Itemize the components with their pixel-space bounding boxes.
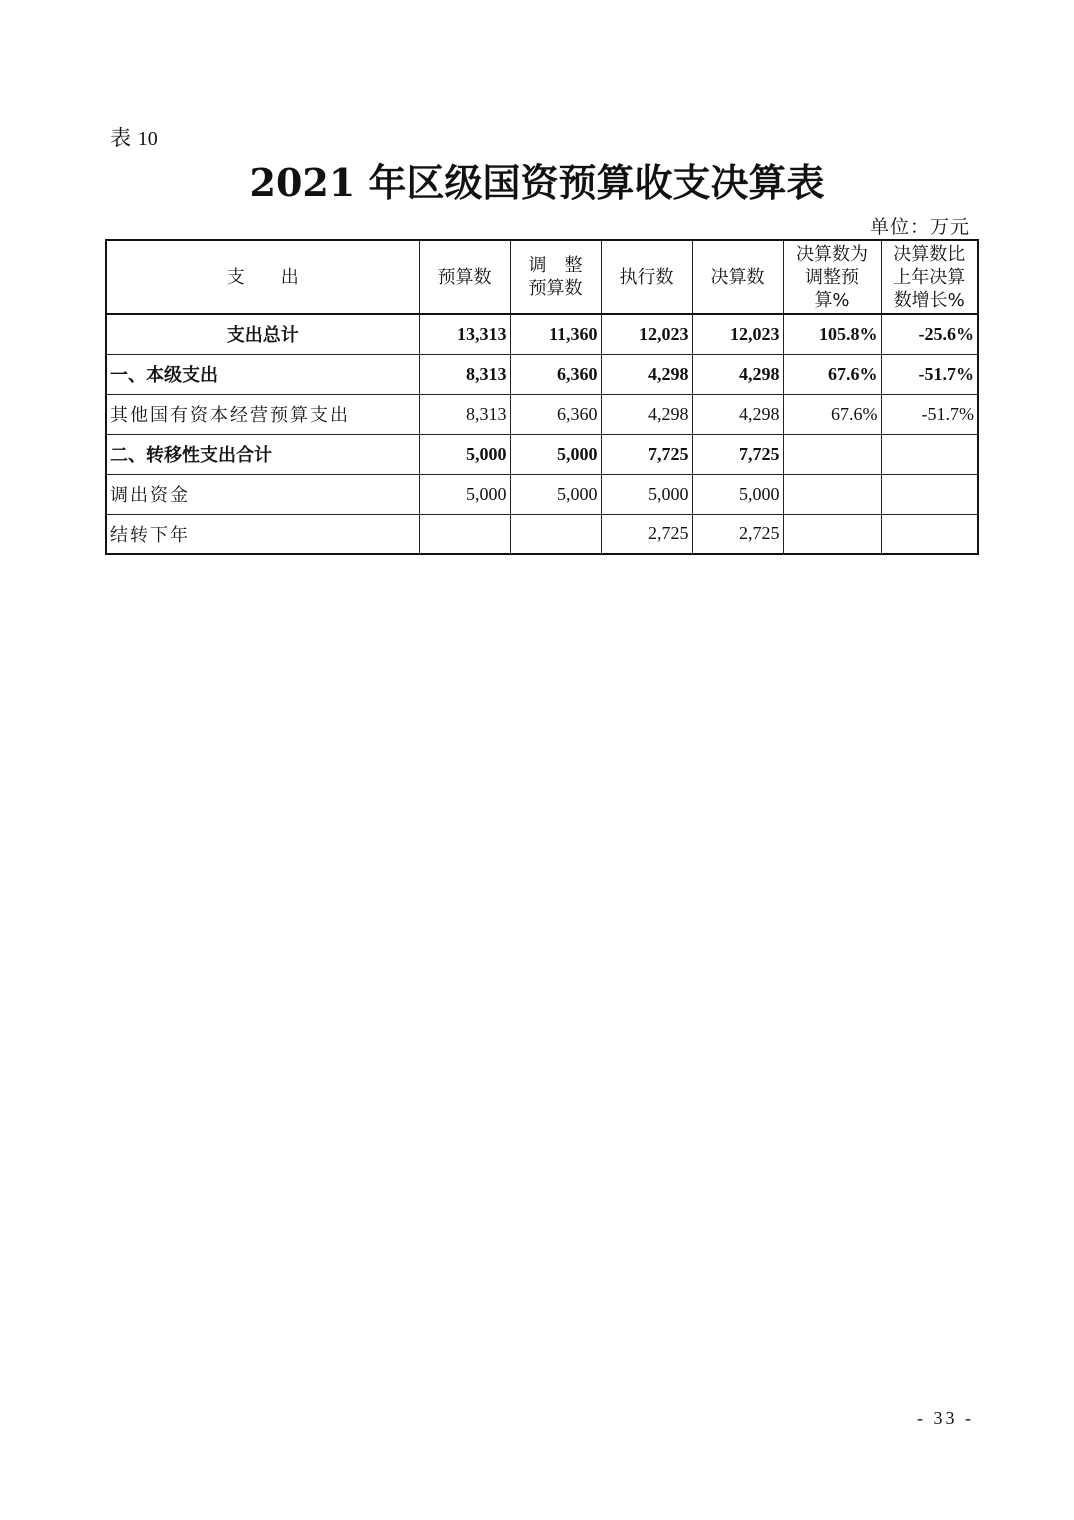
header-adjusted-budget: 调 整 预算数 — [510, 240, 601, 314]
row-name: 其他国有资本经营预算支出 — [106, 394, 419, 434]
cell-executed: 2,725 — [601, 514, 692, 554]
cell-adjusted: 6,360 — [510, 354, 601, 394]
cell-adjusted: 5,000 — [510, 434, 601, 474]
cell-ratio: 67.6% — [783, 394, 881, 434]
cell-executed: 4,298 — [601, 354, 692, 394]
header-final: 决算数 — [692, 240, 783, 314]
table-header-row — [106, 240, 978, 314]
cell-ratio — [783, 474, 881, 514]
row-name: 二、转移性支出合计 — [106, 434, 419, 474]
cell-growth: -51.7% — [881, 354, 978, 394]
cell-budget — [419, 514, 510, 554]
cell-executed: 4,298 — [601, 394, 692, 434]
table-label-number: 10 — [137, 128, 158, 150]
cell-final: 5,000 — [692, 474, 783, 514]
table-number-label — [110, 122, 158, 152]
cell-growth — [881, 434, 978, 474]
cell-budget: 8,313 — [419, 354, 510, 394]
cell-adjusted — [510, 514, 601, 554]
cell-growth: -51.7% — [881, 394, 978, 434]
cell-growth — [881, 514, 978, 554]
header-budget: 预算数 — [419, 240, 510, 314]
cell-executed: 12,023 — [601, 314, 692, 354]
cell-final: 4,298 — [692, 394, 783, 434]
row-name: 支出总计 — [106, 314, 419, 354]
cell-growth — [881, 474, 978, 514]
cell-adjusted: 6,360 — [510, 394, 601, 434]
row-name: 结转下年 — [106, 514, 419, 554]
cell-ratio — [783, 434, 881, 474]
cell-budget: 5,000 — [419, 474, 510, 514]
cell-executed: 5,000 — [601, 474, 692, 514]
table-row-transfer-out — [106, 474, 978, 514]
cell-ratio: 105.8% — [783, 314, 881, 354]
cell-executed: 7,725 — [601, 434, 692, 474]
cell-ratio — [783, 514, 881, 554]
table-row-other-capital — [106, 394, 978, 434]
header-item: 支 出 — [106, 240, 419, 314]
table-row-total — [106, 314, 978, 354]
header-executed: 执行数 — [601, 240, 692, 314]
header-ratio: 决算数为 调整预 算% — [783, 240, 881, 314]
unit-label: 单位：万元 — [869, 216, 970, 238]
table-row-local — [106, 354, 978, 394]
table-row-carry-forward — [106, 514, 978, 554]
cell-budget: 5,000 — [419, 434, 510, 474]
cell-budget: 8,313 — [419, 394, 510, 434]
cell-budget: 13,313 — [419, 314, 510, 354]
header-growth: 决算数比 上年决算 数增长% — [881, 240, 978, 314]
cell-final: 2,725 — [692, 514, 783, 554]
page-number: - 33 - — [917, 1408, 974, 1428]
cell-ratio: 67.6% — [783, 354, 881, 394]
document-title: 2021 年区级国资预算收支决算表 — [249, 160, 825, 205]
cell-adjusted: 5,000 — [510, 474, 601, 514]
row-name: 调出资金 — [106, 474, 419, 514]
table-row-transfer-total — [106, 434, 978, 474]
table-label-prefix: 表 — [110, 126, 131, 150]
cell-adjusted: 11,360 — [510, 314, 601, 354]
budget-table — [105, 239, 979, 555]
cell-final: 12,023 — [692, 314, 783, 354]
row-name: 一、本级支出 — [106, 354, 419, 394]
cell-final: 7,725 — [692, 434, 783, 474]
cell-growth: -25.6% — [881, 314, 978, 354]
cell-final: 4,298 — [692, 354, 783, 394]
